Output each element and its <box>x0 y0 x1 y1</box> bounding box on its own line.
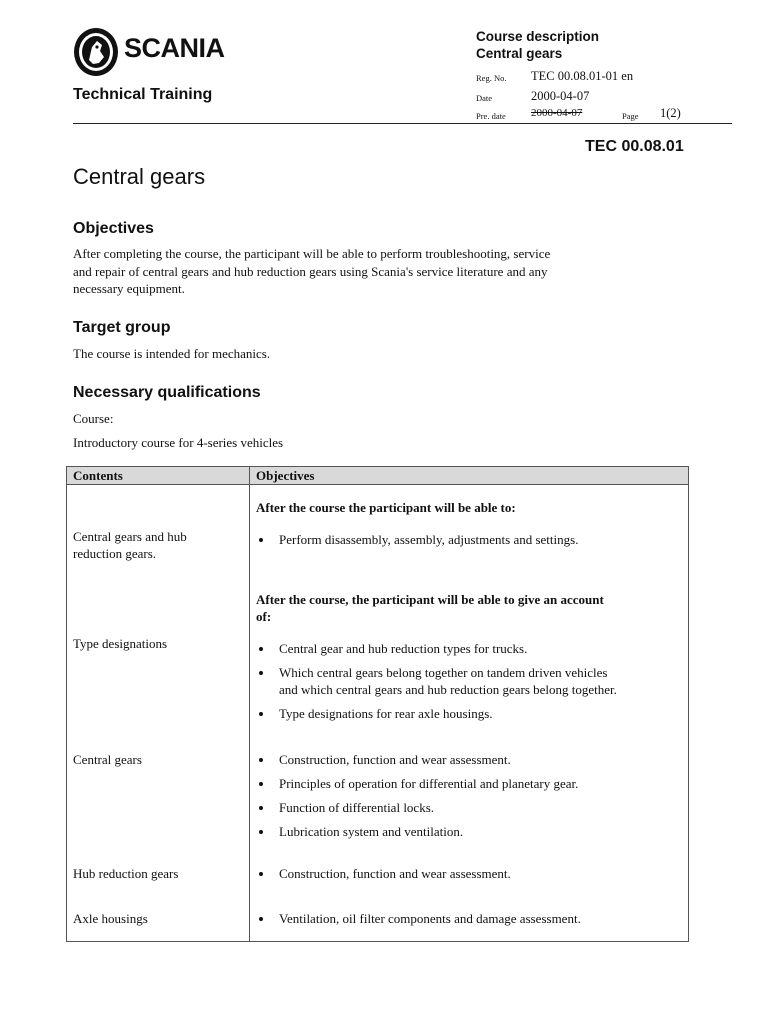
objectives-intro: After the course, the participant will be able to give an account of: <box>256 592 604 624</box>
objectives-line: and repair of central gears and hub reduction gears using Scania's service literature and any <box>73 263 548 279</box>
reg-value: TEC 00.08.01-01 en <box>531 69 634 83</box>
pre-date-value: 2000-04-07 <box>531 107 583 119</box>
column-divider <box>249 467 250 941</box>
col-header-objectives: Objectives <box>256 468 315 483</box>
doc-subject: Central gears <box>476 46 563 61</box>
bullet-item: Which central gears belong together on tandem driven vehicles and which central gears and hub reduction gears belong together. <box>279 664 617 698</box>
department-label: Technical Training <box>73 86 213 103</box>
page-number: 1(2) <box>660 106 681 120</box>
brand-wordmark: SCANIA <box>124 33 225 63</box>
date-label: Date <box>476 93 493 103</box>
reg-label: Reg. No. <box>476 73 507 83</box>
contents-table <box>66 466 689 942</box>
objectives-line: After completing the course, the participant will be able to perform troubleshooting, service <box>73 246 551 261</box>
bullet-item: Principles of operation for differential and planetary gear. <box>279 775 578 792</box>
col-header-contents: Contents <box>73 468 123 483</box>
doc-type-block <box>476 28 599 62</box>
bullet-item: Construction, function and wear assessment. <box>279 751 511 768</box>
bullet-item: Construction, function and wear assessment. <box>279 865 511 882</box>
doc-type: Course description <box>476 29 600 44</box>
header-divider <box>73 123 732 124</box>
contents-cell: Hub reduction gears <box>73 866 179 881</box>
objectives-text <box>73 245 550 298</box>
pre-date-label: Pre. date <box>476 111 506 121</box>
contents-line: Central gears and hub <box>73 529 187 544</box>
objectives-heading: Objectives <box>73 220 154 237</box>
bullet-item: Central gear and hub reduction types for trucks. <box>279 640 527 657</box>
objectives-intro: After the course the participant will be able to: <box>256 500 516 515</box>
target-group-heading: Target group <box>73 319 171 336</box>
bullet-item: Perform disassembly, assembly, adjustments and settings. <box>279 531 578 548</box>
bullet-item: Lubrication system and ventilation. <box>279 823 463 840</box>
page-title: Central gears <box>73 164 206 189</box>
course-code: TEC 00.08.01 <box>585 138 684 155</box>
bullet-item: Type designations for rear axle housings. <box>279 705 493 722</box>
scania-griffin-logo <box>73 27 119 77</box>
contents-line: reduction gears. <box>73 546 157 561</box>
target-group-text: The course is intended for mechanics. <box>73 346 271 361</box>
qualifications-text: Introductory course for 4-series vehicles <box>73 435 284 450</box>
table-header <box>67 467 688 485</box>
bullet-item: Ventilation, oil filter components and damage assessment. <box>279 910 581 927</box>
qualifications-label: Course: <box>73 411 114 426</box>
contents-cell <box>73 528 187 562</box>
contents-cell: Central gears <box>73 752 142 767</box>
qualifications-heading: Necessary qualifications <box>73 384 261 401</box>
contents-cell: Type designations <box>73 636 168 651</box>
bullet-item: Function of differential locks. <box>279 799 434 816</box>
objectives-line: necessary equipment. <box>73 281 185 296</box>
date-value: 2000-04-07 <box>531 89 590 103</box>
contents-cell: Axle housings <box>73 911 148 926</box>
page-label: Page <box>622 111 639 121</box>
